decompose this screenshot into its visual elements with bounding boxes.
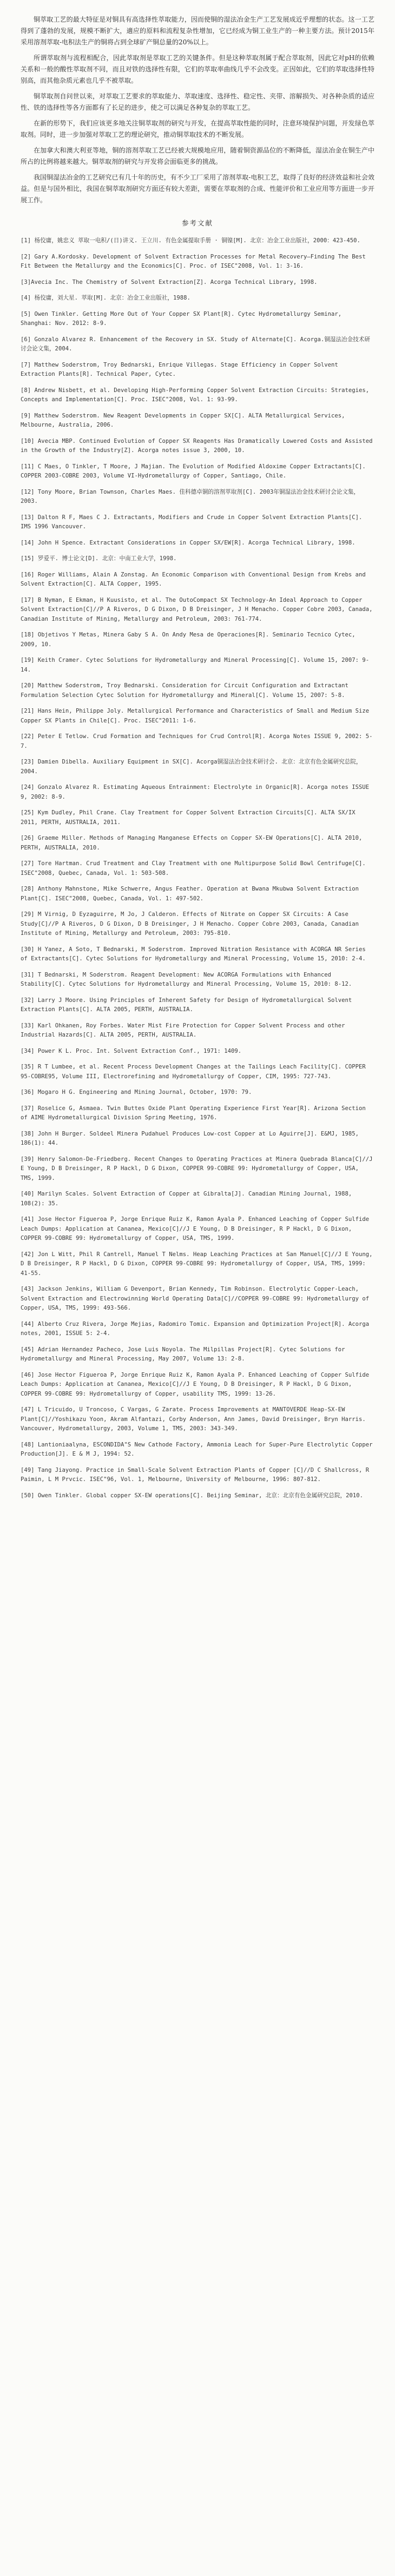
reference-item: [20] Matthew Soderstrom, Troy Bednarski. Consideration for Circuit Configuration and Extractant Formulation Selection Cytec Solution for Hydrometallurgy and Mineral[C]. Volume 15, 2007: 5-8. — [21, 682, 348, 699]
reference-item: [44] Alberto Cruz Rivera, Jorge Mejias, Radomiro Tomic. Expansion and Optimization Project[R]. Acorga notes, 2001, ISSUE 5: 2-4. — [21, 1320, 370, 1337]
reference-item: [5] Owen Tinkler. Getting More Out of Your Copper SX Plant[R]. Cytec Hydrometallurgy Seminar, Shanghai: Nov. 2012: 8-9. — [21, 310, 342, 327]
paragraph: 我国铜湿法冶金的工艺研究已有几十年的历史，有不少工厂采用了溶剂萃取-电积工艺，取得了良好的经济效益和社会效益。但是与国外相比，我国在铜萃取剂研究方面还有较大差距，需要在萃取剂的合成、性能评价和工业应用等方面进一步开展工作。 — [21, 174, 374, 204]
reference-item: [32] Larry J Moore. Using Principles of Inherent Safety for Design of Hydrometallurgical Solvent Extraction Plants[C]. ALTA 2005, PERTH, AUSTRALIA. — [21, 997, 352, 1013]
reference-item: [11] C Maes, O Tinkler, T Moore, J Majian. The Evolution of Modified Aldoxime Copper Extractants[C]. COPPER 2003-COBRE 2003, Volume VI-Hydrometallurgy of Copper, Santiago, Chile. — [21, 463, 366, 479]
reference-item: [14] John H Spence. Extractant Considerations in Copper SX/EW[R]. Acorga Technical Library, 1998. — [21, 539, 356, 546]
reference-item: [17] B Nyman, E Ekman, H Kuusisto, et al. The OutoCompact SX Technology-An Ideal Approach to Copper Solvent Extraction[C]//P A Riveros, D G Dixon, D B Dreisinger, J H Menacho. Copper Cobre 2003, Canada, Canadian Institute of Mining, Metallurgy and Petroleum, 2003: 761-774. — [21, 596, 373, 622]
reference-item: [13] Dalton R F, Maes C J. Extractants, Modifiers and Crude in Copper Solvent Extraction Plants[C]. IMS 1996 Vancouver. — [21, 514, 363, 530]
reference-item: [45] Adrian Hernandez Pacheco, Jose Luis Noyola. The Milpillas Project[R]. Cytec Solutions for Hydrometallurgy and Mineral Processing, May 2007, Volume 13: 2-8. — [21, 1346, 345, 1362]
reference-item: [21] Hans Hein, Philippe Joly. Metallurgical Performance and Characteristics of Small and Medium Size Copper SX Plants in Chile[C]. Proc. ISEC"2011: 1-6. — [21, 708, 370, 724]
body-text — [21, 14, 374, 206]
paragraph: 所谓萃取剂与流程相配合，因此萃取剂是萃取工艺的关键条件。但是这种萃取剂属于配合萃取剂，因此它对pH的依赖关系和一般的酸性萃取剂不同，而且对铁的选择性有限，它们的萃取率曲线几乎不会改变。正因如此，它们的萃取选择性特别高，而其他杂质元素也几乎不被萃取。 — [21, 54, 374, 84]
reference-item: [47] L Tricuido, U Troncoso, C Vargas, G Zarate. Process Improvements at MANTOVERDE Heap-SX-EW Plant[C]//Yoshikazu Yoon, Akram Alfantazi, Corby Anderson, Ann James, David Dreisinger, Bryn Harris. Vancouver, Hydrometallurgy, 2003, Volume 1, TMS, 2003: 343-349. — [21, 1406, 366, 1432]
reference-item: [42] Jon L Witt, Phil R Cantrell, Manuel T Nelms. Heap Leaching Practices at San Manuel[C]//J E Young, D B Dreisinger, R P Hackl, D G Dixon, COPPER 99-COBRE 99: Hydrometallurgy of Copper, USA, TMS, 1999: 41-55. — [21, 1251, 373, 1277]
reference-item: [41] Jose Hector Figueroa P, Jorge Enrique Ruiz K, Ramon Ayala P. Enhanced Leaching of Copper Sulfide Leach Dumps: Application at Cananea, Mexico[C]//J E Young, D B Dreisinger, R P Hackl, D G Dixon, COPPER 99-COBRE 99: Hydrometallurgy of Copper, USA, TMS, 1999. — [21, 1216, 370, 1241]
reference-item: [50] Owen Tinkler. Global copper SX-EW operations[C]. Beijing Seminar, 北京：北京有色金属研究总院，2010. — [21, 1492, 364, 1499]
reference-item: [8] Andrew Nisbett, et al. Developing High-Performing Copper Solvent Extraction Circuits: Strategies, Concepts and Implementation[C]. Proc. ISEC"2008, Vol. 1: 93-99. — [21, 387, 370, 403]
reference-item: [40] Marilyn Scales. Solvent Extraction of Copper at Gibralta[J]. Canadian Mining Journal, 1988, 108(2): 35. — [21, 1191, 352, 1207]
reference-item: [24] Gonzalo Alvarez R. Estimating Aqueous Entrainment: Electrolyte in Organic[R]. Acorga notes ISSUE 9, 2002: 8-9. — [21, 784, 370, 800]
reference-item: [9] Matthew Soderstrom. New Reagent Developments in Copper SX[C]. ALTA Metallurgical Services, Melbourne, Australia, 2006. — [21, 412, 345, 428]
reference-item: [7] Matthew Soderstrom, Troy Bednarski, Enrique Villegas. Stage Efficiency in Copper Solvent Extraction Plants[R]. Technical Paper, Cytec. — [21, 361, 338, 377]
reference-item: [49] Tang Jiayong. Practice in Small-Scale Solvent Extraction Plants of Copper [C]//D C Shallcross, R Paimin, L M Prvcic. ISEC"96, Vol. 1, Melbourne, University of Melbourne, 1996: 807-812. — [21, 1466, 370, 1483]
reference-item: [29] M Virnig, D Eyzaguirre, M Jo, J Calderon. Effects of Nitrate on Copper SX Circuits: A Case Study[C]//P A Riveros, D G Dixon, D B Dreisinger, J H Menacho. Copper Cobre 2003, Canada, Canadian Institute of Mining, Metallurgy and Petroleum, 2003: 795-810. — [21, 911, 359, 937]
reference-item: [3]Avecia Inc. The Chemistry of Solvent Extraction[Z]. Acorga Technical Library, 1998. — [21, 278, 318, 286]
reference-item: [23] Damien Dibella. Auxiliary Equipment in SX[C]. Acorga铜湿法冶金技术研讨会. 北京：北京有色金属研究总院，2004. — [21, 759, 362, 775]
reference-item: [46] Jose Hector Figueroa P, Jorge Enrique Ruiz K, Ramon Ayala P. Enhanced Leaching of Copper Sulfide Leach Dumps: Application at Cananea, Mexico[C]//J E Young, D B Dreisinger, R P Hackl, D G Dixon, COPPER 99-COBRE 99: Hydrometallurgy of Copper, usability TMS, 1999: 13-26. — [21, 1371, 370, 1397]
reference-item: [33] Karl Ohkanen, Roy Forbes. Water Mist Fire Protection for Copper Solvent Process and other Industrial Hazards[C]. ALTA 2005, PERTH, AUSTRALIA. — [21, 1022, 345, 1038]
reference-item: [31] T Bednarski, M Soderstrom. Reagent Development: New ACORGA Formulations with Enhanced Stability[C]. Cytec Solutions for Hydrometallurgy and Mineral Processing, Volume 15, 2010: 8-12. — [21, 971, 352, 987]
reference-item: [39] Henry Salomon-De-Friedberg. Recent Changes to Operating Practices at Minera Quebrada Blanca[C]//J E Young, D B Dreisinger, R P Hackl, D G Dixon, COPPER 99-COBRE 99: Hydrometallurgy of Copper, USA, TMS, 1999. — [21, 1156, 373, 1181]
reference-item: [35] R T Lumbee, et al. Recent Process Development Changes at the Tailings Leach Facility[C]. COPPER 95-COBRE95, Volume III, Electrorefining and Hydrometallurgy of Copper, CIM, 1995: 727-743. — [21, 1064, 366, 1080]
reference-item: [12] Tony Moore, Brian Townson, Charles Maes. 佳科德卓铜的溶剂萃取剂[C]. 2003年铜湿法冶金技术研讨会论文集，2003. — [21, 488, 360, 504]
reference-item: [18] Objetivos Y Metas, Minera Gaby S A. On Andy Mesa de Operaciones[R]. Seminario Tecnico Cytec, 2009, 10. — [21, 632, 356, 648]
reference-item: [27] Tore Hartman. Crud Treatment and Clay Treatment with one Multipurpose Solid Bowl Centrifuge[C]. ISEC"2008, Quebec, Canada, Vol. 1: 503-508. — [21, 860, 366, 877]
reference-item: [22] Peter E Tetlow. Crud Formation and Techniques for Crud Control[R]. Acorga Notes ISSUE 9, 2002: 5-7. — [21, 733, 373, 749]
references-heading: 参考文献 — [181, 219, 213, 227]
reference-item: [38] John H Burger. Soldeel Minera Pudahuel Produces Low-cost Copper at Lo Aguirre[J]. E&MJ, 1985, 186(1): 44. — [21, 1130, 359, 1146]
reference-item: [6] Gonzalo Alvarez R. Enhancement of the Recovery in SX. Study of Alternate[C]. Acorga.铜湿法冶金技术研讨会论文集，2004. — [21, 336, 371, 352]
reference-item: [1] 杨佼庸，姚忠义 萃取一电积/(日)讲义. 王立川. 有色金属提取手册 · 铜镍[M]. 北京：冶金工业出版社，2000：423-450. — [21, 237, 360, 244]
reference-item: [16] Roger Williams, Alain A Zonstag. An Economic Comparison with Conventional Design from Krebs and Solvent Extraction[C]. ALTA Copper, 1995. — [21, 571, 366, 587]
reference-item: [19] Keith Cramer. Cytec Solutions for Hydrometallurgy and Mineral Processing[C]. Volume 15, 2007: 9-14. — [21, 657, 370, 673]
reference-item: [36] Mogaro H G. Engineering and Mining Journal, October, 1970: 79. — [21, 1089, 252, 1096]
reference-item: [48] Lantioniaalyna, ESCONDIDA"S New Cathode Factory, Ammonia Leach for Super-Pure Electrolytic Copper Production[J]. E & M J, 1994: 52. — [21, 1441, 373, 1457]
reference-item: [28] Anthony Mahnstone, Mike Schwerre, Angus Feather. Operation at Bwana Mkubwa Solvent Extraction Plant[C]. ISEC"2008, Quebec, Canada, Vol. 1: 497-502. — [21, 886, 359, 902]
reference-item: [43] Jackson Jenkins, William G Devenport, Brian Kennedy, Tim Robinson. Electrolytic Copper-Leach, Solvent Extraction and Electrowinning World Operating Data[C]//COPPER 99-COBRE 99: Hydrometallurgy of Copper, USA, TMS, 1999: 493-566. — [21, 1286, 370, 1311]
paragraph: 铜萃取剂自问世以来，对萃取工艺要求的萃取能力、萃取速度、选择性、稳定性、夹带、溶解损失、对各种杂质的适应性、铁的选择性等各方面都有了长足的进步，使之可以满足各种复杂的萃取工艺。 — [21, 92, 374, 111]
reference-item: [34] Power K L. Proc. Int. Solvent Extraction Conf., 1971: 1409. — [21, 1047, 242, 1054]
reference-item: [15] 罗爱平. 博士论文[D]. 北京：中南工业大学，1998. — [21, 555, 177, 562]
paragraph: 铜萃取工艺的最大特征是对铜具有高选择性萃取能力，因而使铜的湿法冶金生产工艺发展成近乎理想的状态。这一工艺得到了蓬勃的发展，规模不断扩大，適应的原料和流程复杂性增加，它已经成为铜工业生产的一种主要方法。预计2015年采用溶剂萃取-电积法生产的铜将占到全球矿产铜总量的20%以上。 — [21, 16, 374, 46]
reference-item: [26] Graeme Miller. Methods of Managing Manganese Effects on Copper SX-EW Operations[C]. ALTA 2010, PERTH, AUSTRALIA, 2010. — [21, 835, 363, 851]
reference-list — [21, 236, 374, 1501]
reference-item: [30] H Yanez, A Soto, T Bednarski, M Soderstrom. Improved Nitration Resistance with ACORGA NR Series of Extractants[C]. Cytec Solutions for Hydrometallurgy and Mineral Processing, Volume 15, 2010: 2-4. — [21, 946, 366, 962]
reference-item: [2] Gary A.Kordosky. Development of Solvent Extraction Processes for Metal Recovery—Finding The Best Fit Between the Metallurgy and the Economics[C]. Proc. of ISEC"2008, Vol. 1: 3-16. — [21, 253, 366, 269]
reference-item: [25] Kym Dudley, Phil Crane. Clay Treatment for Copper Solvent Extraction Circuits[C]. ALTA SX/IX 2011, PERTH, AUSTRALIA, 2011. — [21, 809, 356, 826]
paragraph: 在新的形势下，我们应该更多地关注铜萃取剂的研究与开发，在提高萃取性能的同时，注意环境保护问题，开发绿色萃取剂。同时，进一步加强对萃取工艺的理论研究，推动铜萃取技术的不断发展。 — [21, 119, 374, 138]
reference-item: [37] Roselice G, Asmaea. Twin Buttes Oxide Plant Operating Experience First Year[R]. Arizona Section of AIME Hydrometallurgical Division Spring Meeting, 1976. — [21, 1105, 366, 1121]
reference-item: [4] 杨佼庸，刘大星. 萃取[M]. 北京：冶金工业出版社，1988. — [21, 295, 190, 301]
paragraph: 在加拿大和澳大利亚等地，铜的溶剂萃取工艺已经被大规模地应用，随着铜资源品位的不断降低，湿法冶金在铜生产中所占的比例将越来越大。铜萃取剂的研究与开发将会面临更多的挑战。 — [21, 147, 374, 165]
reference-item: [10] Avecia MBP. Continued Evolution of Copper SX Reagents Has Dramatically Lowered Costs and Assisted in the Growth of the Industry[Z]. Acorga notes issue 3, 2000, 10. — [21, 437, 373, 454]
